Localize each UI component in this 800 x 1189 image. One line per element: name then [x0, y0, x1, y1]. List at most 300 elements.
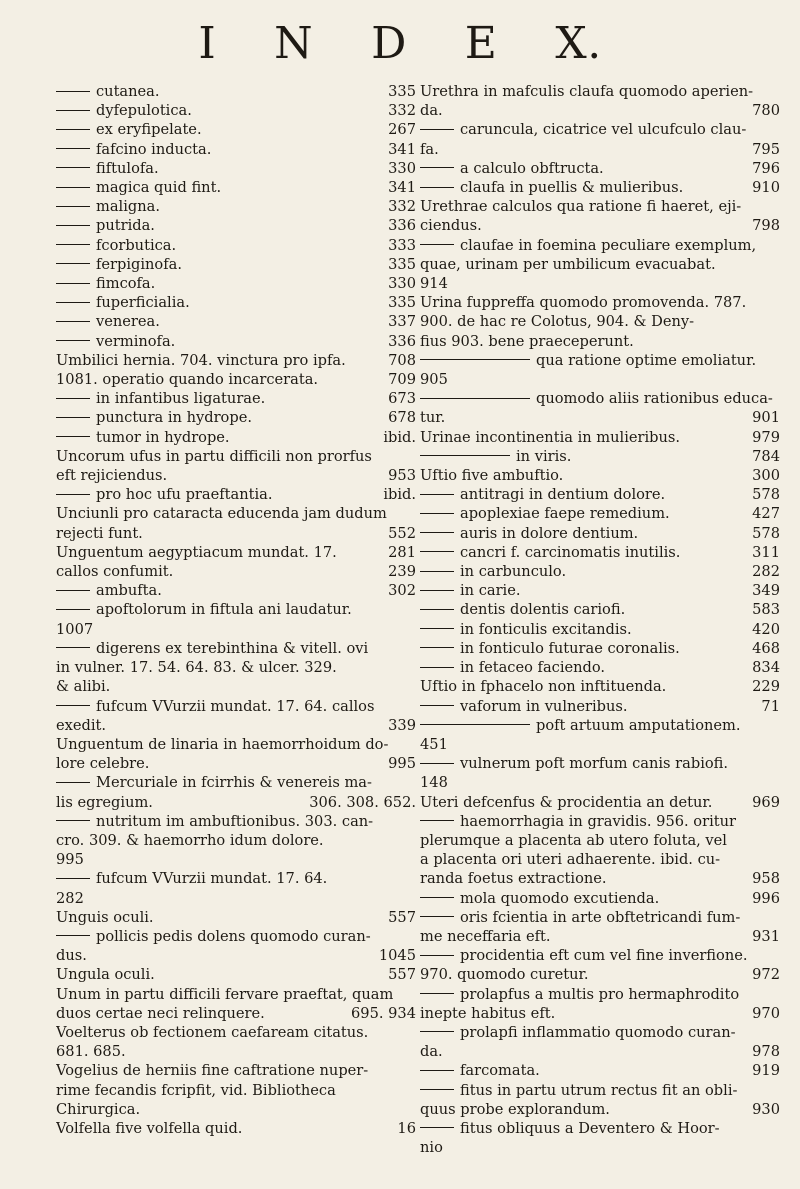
index-entry-line — [56, 82, 416, 101]
entry-text: exedit. — [56, 716, 107, 734]
ditto-dash — [56, 302, 90, 303]
page-number: 16 — [397, 1119, 416, 1137]
entry-text: Urina fuppreffa quomodo promovenda. 787. — [420, 294, 747, 312]
ditto-dash — [56, 187, 90, 188]
entry-text: Voelterus ob fectionem caefaream citatus. — [56, 1023, 369, 1041]
index-entry-line — [56, 524, 416, 543]
page-number: 901 — [752, 409, 780, 427]
page-number: 1045 — [378, 947, 416, 965]
page-number: 330 — [388, 275, 416, 293]
entry-text: maligna. — [96, 198, 160, 216]
index-entry-line — [420, 543, 780, 562]
entry-text: apoplexiae faepe remedium. — [460, 505, 670, 523]
index-entry — [56, 735, 416, 773]
entry-text: Urethra in mafculis claufa quomodo aperien- — [420, 83, 754, 100]
index-entry-line — [56, 216, 416, 235]
entry-text: ferpiginofa. — [96, 255, 182, 273]
index-entry — [420, 716, 780, 754]
page-number: 339 — [388, 716, 416, 734]
page-number: 282 — [752, 563, 780, 581]
entry-text: Umbilici hernia. 704. vinctura pro ipfa. — [56, 351, 346, 369]
index-entry — [56, 236, 416, 255]
index-entry-line — [420, 600, 780, 619]
index-entry-line — [420, 697, 780, 716]
index-entry-line — [56, 735, 416, 754]
index-entry-line — [56, 965, 416, 984]
index-entry-line — [420, 159, 780, 178]
index-entry-line — [420, 946, 780, 965]
index-entry-line — [56, 1081, 416, 1100]
index-entry-line — [56, 178, 416, 197]
page-number: 306. 308. 652. — [309, 793, 416, 811]
entry-text: ciendus. — [420, 217, 482, 235]
entry-text: fufcum VVurzii mundat. 17. 64. — [96, 870, 328, 888]
entry-text: in fonticulis excitandis. — [460, 620, 632, 638]
index-entry — [56, 293, 416, 312]
index-entry-line — [56, 985, 416, 1004]
entry-text: caruncula, cicatrice vel ulcufculo clau- — [460, 121, 747, 139]
index-entry — [56, 581, 416, 600]
entry-text: in carbunculo. — [460, 563, 567, 581]
index-entry — [56, 274, 416, 293]
index-entry-line — [56, 543, 416, 562]
ditto-dash — [420, 129, 454, 130]
index-entry-line — [56, 1042, 416, 1061]
index-entry — [56, 869, 416, 907]
index-entry-line — [56, 293, 416, 312]
index-entry-line — [56, 562, 416, 581]
page-number: 798 — [752, 217, 780, 235]
index-entry-line — [56, 908, 416, 927]
index-entry-line — [56, 197, 416, 216]
index-entry-line — [56, 274, 416, 293]
ditto-dash — [420, 1127, 454, 1128]
index-entry — [56, 1061, 416, 1119]
ditto-dash — [56, 590, 90, 591]
entry-text: fa. — [420, 140, 439, 158]
index-entry-line — [56, 1119, 416, 1138]
page-number: 332 — [388, 102, 416, 120]
ditto-dash — [420, 359, 530, 360]
index-entry-line — [56, 581, 416, 600]
page-number: 796 — [752, 159, 780, 177]
index-entry-line — [420, 965, 780, 984]
index-entry — [56, 504, 416, 542]
index-entry — [420, 1119, 780, 1157]
index-entry-line — [420, 620, 780, 639]
page-number: 337 — [388, 313, 416, 331]
index-entry-line — [420, 677, 780, 696]
index-entry-line — [420, 793, 780, 812]
entry-text: in carie. — [460, 582, 521, 600]
entry-text: fufcum VVurzii mundat. 17. 64. callos — [96, 697, 375, 715]
index-entry-line — [56, 370, 416, 389]
page-title: I N D E X. — [198, 18, 602, 69]
entry-text: cro. 309. & haemorrho idum dolore. — [56, 831, 324, 849]
index-entry-line — [56, 716, 416, 735]
index-entry-line — [56, 140, 416, 159]
entry-text: fitus in partu utrum rectus fit an obli- — [460, 1081, 738, 1099]
index-entry-line — [56, 466, 416, 485]
page-number: 578 — [752, 524, 780, 542]
ditto-dash — [56, 283, 90, 284]
index-entry — [56, 447, 416, 485]
entry-text: rime fecandis fcripfit, vid. Bibliotheca — [56, 1081, 336, 1099]
entry-text: venerea. — [96, 313, 160, 331]
index-entry-line — [420, 889, 780, 908]
page-number: 708 — [388, 351, 416, 369]
ditto-dash — [420, 551, 454, 552]
entry-text: Ungula oculi. — [56, 966, 155, 984]
entry-text: nutritum im ambuftionibus. 303. can- — [96, 812, 374, 830]
index-entry-line — [420, 1138, 780, 1157]
ditto-dash — [420, 763, 454, 764]
page-number: 335 — [388, 255, 416, 273]
index-entry-line — [56, 812, 416, 831]
entry-text: pro hoc ufu praeftantia. — [96, 486, 273, 504]
entry-text: Unguis oculi. — [56, 908, 154, 926]
entry-text: fitus obliquus a Deventero & Hoor- — [460, 1119, 720, 1137]
entry-text: Chirurgica. — [56, 1100, 141, 1118]
entry-text: vulnerum poft morfum canis rabiofi. — [460, 755, 729, 773]
index-entry-line — [56, 658, 416, 677]
index-entry-line — [56, 332, 416, 351]
ditto-dash — [420, 667, 454, 668]
page-number: 557 — [388, 966, 416, 984]
index-entry-line — [420, 504, 780, 523]
entry-text: Unguentum de linaria in haemorrhoidum do- — [56, 735, 389, 753]
entry-text: duos certae neci relinquere. — [56, 1004, 265, 1022]
index-entry — [56, 82, 416, 101]
page-number: 349 — [752, 582, 780, 600]
entry-text: Unciunli pro cataracta educenda jam dudum — [56, 505, 387, 523]
page-number: 341 — [388, 179, 416, 197]
index-entry — [420, 293, 780, 351]
index-entry — [420, 524, 780, 543]
ditto-dash — [56, 820, 90, 821]
index-entry — [56, 159, 416, 178]
page-number: 330 — [388, 159, 416, 177]
entry-text: claufae in foemina peculiare exemplum, — [460, 236, 757, 254]
ditto-dash — [420, 187, 454, 188]
index-entry-line — [420, 1004, 780, 1023]
page-number: 931 — [752, 927, 780, 945]
entry-text: antitragi in dentium dolore. — [460, 486, 666, 504]
ditto-dash — [420, 167, 454, 168]
entry-text: 148 — [420, 774, 448, 792]
index-entry — [420, 812, 780, 889]
index-entry — [56, 908, 416, 927]
ditto-dash — [420, 916, 454, 917]
index-entry-line — [56, 831, 416, 850]
index-entry — [56, 255, 416, 274]
page-number: 420 — [752, 620, 780, 638]
entry-text: eft rejiciendus. — [56, 467, 168, 485]
entry-text: fuperficialia. — [96, 294, 190, 312]
index-entry-line — [420, 1042, 780, 1061]
entry-text: in fonticulo futurae coronalis. — [460, 639, 680, 657]
ditto-dash — [420, 571, 454, 572]
index-entry-line — [56, 389, 416, 408]
page-number: 709 — [388, 371, 416, 389]
entry-text: Vogelius de herniis fine caftratione nuper- — [56, 1062, 369, 1080]
page-number: 780 — [752, 102, 780, 120]
index-entry — [56, 812, 416, 870]
page-number: 302 — [388, 582, 416, 600]
page-number: 678 — [388, 409, 416, 427]
ditto-dash — [420, 494, 454, 495]
index-entry — [420, 889, 780, 908]
index-entry-line — [420, 1100, 780, 1119]
ditto-dash — [56, 609, 90, 610]
index-entry — [56, 389, 416, 408]
entry-text: & alibi. — [56, 678, 111, 696]
index-entry — [420, 658, 780, 677]
ditto-dash — [56, 225, 90, 226]
page-number: ibid. — [383, 486, 416, 504]
index-entry-line — [420, 908, 780, 927]
index-entry-line — [56, 620, 416, 639]
entry-text: dentis dolentis cariofi. — [460, 601, 626, 619]
page-number: 332 — [388, 198, 416, 216]
index-entry-line — [56, 889, 416, 908]
page-number: 910 — [752, 179, 780, 197]
index-entry — [56, 351, 416, 389]
ditto-dash — [420, 955, 454, 956]
page-number: 335 — [388, 294, 416, 312]
index-entry-line — [420, 985, 780, 1004]
index-entry — [420, 389, 780, 427]
index-entry-line — [56, 447, 416, 466]
index-entry — [420, 504, 780, 523]
index-entry — [420, 697, 780, 716]
index-entry-line — [56, 312, 416, 331]
entry-text: Uteri defcenfus & procidentia an detur. — [420, 793, 713, 811]
ditto-dash — [420, 628, 454, 629]
entry-text: in viris. — [516, 447, 572, 465]
entry-text: ambufta. — [96, 582, 162, 600]
index-entry-line — [56, 1061, 416, 1080]
entry-text: 451 — [420, 735, 448, 753]
ditto-dash — [56, 647, 90, 648]
entry-text: 1081. operatio quando incarcerata. — [56, 371, 319, 389]
page-number: 341 — [388, 140, 416, 158]
ditto-dash — [56, 782, 90, 783]
index-entry — [420, 1061, 780, 1080]
index-entry-line — [420, 389, 780, 408]
page-number: 229 — [752, 678, 780, 696]
entry-text: tumor in hydrope. — [96, 428, 230, 446]
entry-text: in fetaceo faciendo. — [460, 659, 606, 677]
index-entry — [420, 620, 780, 639]
page-number: 996 — [752, 889, 780, 907]
index-entry — [56, 332, 416, 351]
entry-text: claufa in puellis & mulieribus. — [460, 179, 684, 197]
index-entry-line — [420, 274, 780, 293]
index-entry-line — [420, 524, 780, 543]
entry-text: nio — [420, 1139, 443, 1157]
index-entry-line — [420, 351, 780, 370]
index-entry-line — [420, 466, 780, 485]
page-number: 336 — [388, 217, 416, 235]
entry-text: 914 — [420, 275, 448, 293]
entry-text: auris in dolore dentium. — [460, 524, 639, 542]
page-number: 333 — [388, 236, 416, 254]
entry-text: quus probe explorandum. — [420, 1100, 610, 1118]
index-entry — [56, 485, 416, 504]
ditto-dash — [420, 993, 454, 994]
entry-text: prolapfi inflammatio quomodo curan- — [460, 1023, 736, 1041]
index-entry-line — [420, 562, 780, 581]
index-entry-line — [56, 850, 416, 869]
page-number: 578 — [752, 486, 780, 504]
index-entry — [420, 581, 780, 600]
index-entry — [56, 639, 416, 697]
index-entry — [420, 1023, 780, 1061]
index-entry-line — [420, 178, 780, 197]
page-number: 335 — [388, 83, 416, 100]
index-entry-line — [420, 140, 780, 159]
entry-text: fius 903. bene praeceperunt. — [420, 332, 634, 350]
index-entry-line — [56, 351, 416, 370]
index-entry-line — [56, 773, 416, 792]
index-entry-line — [420, 236, 780, 255]
index-entry-line — [420, 1119, 780, 1138]
ditto-dash — [56, 206, 90, 207]
ditto-dash — [56, 878, 90, 879]
entry-text: magica quid fint. — [96, 179, 222, 197]
page-number: 978 — [752, 1043, 780, 1061]
entry-text: a calculo obftructa. — [460, 159, 604, 177]
entry-text: oris fcientia in arte obftetricandi fum- — [460, 908, 741, 926]
index-entry — [420, 1081, 780, 1119]
index-entry-line — [56, 697, 416, 716]
index-entry-line — [56, 504, 416, 523]
page-number: 427 — [752, 505, 780, 523]
index-entry-line — [56, 754, 416, 773]
entry-text: punctura in hydrope. — [96, 409, 252, 427]
index-entry-line — [420, 1023, 780, 1042]
index-entry-line — [56, 600, 416, 619]
entry-text: lis egregium. — [56, 793, 153, 811]
ditto-dash — [56, 494, 90, 495]
ditto-dash — [420, 1089, 454, 1090]
index-entry-line — [420, 716, 780, 735]
index-entry-line — [56, 120, 416, 139]
index-entry-line — [420, 1061, 780, 1080]
entry-text: qua ratione optime emoliatur. — [536, 351, 757, 369]
page-number: 311 — [752, 543, 780, 561]
entry-text: putrida. — [96, 217, 155, 235]
entry-text: pollicis pedis dolens quomodo curan- — [96, 927, 371, 945]
page-number: 557 — [388, 908, 416, 926]
index-entry-line — [420, 639, 780, 658]
index-entry — [420, 639, 780, 658]
index-entry — [420, 600, 780, 619]
index-entry-line — [56, 485, 416, 504]
index-entry — [420, 428, 780, 447]
ditto-dash — [56, 91, 90, 92]
page-number: 71 — [761, 697, 780, 715]
entry-text: inepte habitus eft. — [420, 1004, 556, 1022]
entry-text: Uncorum ufus in partu difficili non prorfus — [56, 447, 372, 465]
ditto-dash — [420, 1031, 454, 1032]
entry-text: Volfella five volfella quid. — [56, 1119, 243, 1137]
page-number: 930 — [752, 1100, 780, 1118]
index-entry-line — [420, 120, 780, 139]
index-entry-line — [56, 159, 416, 178]
index-entry — [420, 236, 780, 294]
index-column-left — [56, 82, 416, 1138]
page-number: 239 — [388, 563, 416, 581]
entry-text: 995 — [56, 851, 84, 869]
ditto-dash — [420, 724, 530, 725]
entry-text: cutanea. — [96, 83, 160, 100]
ditto-dash — [420, 513, 454, 514]
entry-text: callos confumit. — [56, 563, 174, 581]
index-entry — [56, 985, 416, 1023]
index-entry-line — [56, 428, 416, 447]
ditto-dash — [56, 705, 90, 706]
index-entry — [56, 543, 416, 581]
index-entry-line — [56, 255, 416, 274]
index-entry-line — [420, 293, 780, 312]
index-entry — [420, 908, 780, 946]
index-entry — [420, 543, 780, 562]
entry-text: da. — [420, 102, 443, 120]
index-entry-line — [420, 581, 780, 600]
index-entry — [420, 159, 780, 178]
entry-text: procidentia eft cum vel fine inverfione. — [460, 947, 748, 965]
index-entry — [56, 773, 416, 811]
ditto-dash — [56, 167, 90, 168]
ditto-dash — [420, 609, 454, 610]
page-number: 468 — [752, 639, 780, 657]
index-entry — [420, 677, 780, 696]
entry-text: da. — [420, 1043, 443, 1061]
index-entry-line — [420, 869, 780, 888]
entry-text: Unum in partu difficili fervare praeftat, quam — [56, 985, 394, 1003]
entry-text: 905 — [420, 371, 448, 389]
entry-text: plerumque a placenta ab utero foluta, vel — [420, 831, 727, 849]
index-entry — [56, 101, 416, 120]
index-entry — [56, 120, 416, 139]
index-entry-line — [420, 658, 780, 677]
index-entry-line — [420, 197, 780, 216]
ditto-dash — [420, 647, 454, 648]
index-entry-line — [420, 82, 780, 101]
ditto-dash — [420, 398, 530, 399]
page-number: 795 — [752, 140, 780, 158]
index-column-right — [420, 82, 780, 1157]
index-entry-line — [420, 447, 780, 466]
index-entry — [56, 408, 416, 427]
entry-text: dus. — [56, 947, 87, 965]
ditto-dash — [56, 321, 90, 322]
entry-text: fcorbutica. — [96, 236, 177, 254]
index-entry — [420, 351, 780, 389]
entry-text: dyfepulotica. — [96, 102, 192, 120]
index-entry-line — [56, 946, 416, 965]
index-entry-line — [56, 236, 416, 255]
entry-text: poft artuum amputationem. — [536, 716, 741, 734]
index-entry-line — [56, 1100, 416, 1119]
ditto-dash — [420, 705, 454, 706]
index-entry-line — [420, 773, 780, 792]
entry-text: quomodo aliis rationibus educa- — [536, 390, 773, 408]
index-entry — [56, 428, 416, 447]
page-number: 695. 934 — [351, 1004, 416, 1022]
